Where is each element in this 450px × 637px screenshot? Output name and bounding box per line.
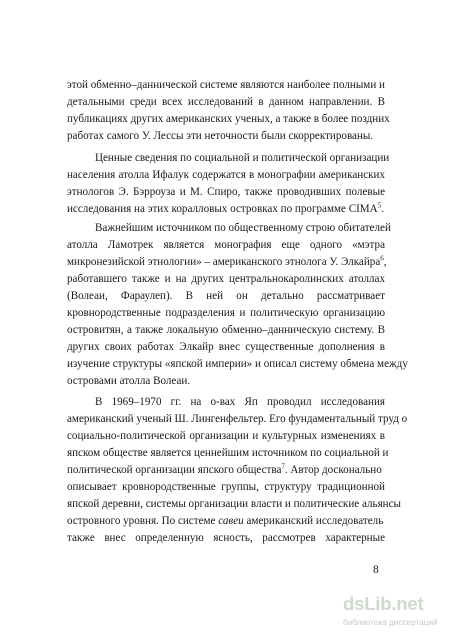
text-line: микронезийской этнологии» – американского этнолога У. Элкайра$^6$, bbox=[67, 254, 387, 268]
text-line: работах самого У. Лессы эти неточности были скорректированы. bbox=[67, 130, 374, 142]
text-fragment: американский исследователь bbox=[243, 515, 384, 527]
text-fragment: политической организации япского общества bbox=[67, 464, 282, 476]
text-line: работавшего также и на других центральнокаролинских атоллах bbox=[67, 273, 385, 285]
paragraph-1 bbox=[67, 77, 390, 145]
paragraph-3 bbox=[67, 220, 408, 390]
text-line: атолла Ламотрек является монография еще одного «мэтра bbox=[67, 239, 385, 251]
text-line: социально-политической организации и культурных изменениях в bbox=[67, 430, 385, 442]
text-line: островитян, а также локальную обменно–данническую систему. В bbox=[67, 324, 385, 336]
text-line: американский ученый Ш. Лингенфельтер. Его фундаментальный труд о bbox=[67, 413, 408, 425]
italic-term: савеи bbox=[218, 515, 244, 527]
page-number: 8 bbox=[373, 564, 379, 576]
text-line: исследования на этих коралловых островках по программе CIMA$^5$. bbox=[67, 201, 384, 215]
text-line: островами атолла Волеаи. bbox=[67, 375, 191, 387]
watermark-subtitle: библиотека диссертаций bbox=[343, 618, 438, 627]
watermark bbox=[343, 593, 447, 633]
text-line: В 1969–1970 гг. на о-вах Яп проводил исследования bbox=[95, 396, 385, 408]
text-line: япском обществе является ценнейшим источником по социальной и bbox=[67, 447, 389, 459]
text-line bbox=[67, 513, 385, 530]
text-line: публикациях других американских ученых, а также в более поздних bbox=[67, 113, 390, 125]
text-line: Ценные сведения по социальной и политической организации bbox=[95, 152, 390, 164]
text-line: изучение структуры «япской империи» и описал систему обмена между bbox=[67, 358, 408, 370]
paragraph-2 bbox=[67, 150, 390, 218]
text-fragment: исследования на этих коралловых островках по программе CIMA bbox=[67, 203, 378, 215]
text-line: населения атолла Ифалук содержатся в монографии американских bbox=[67, 169, 385, 181]
text-line: (Волеаи, Фараулеп). В ней он детально рассматривает bbox=[67, 290, 385, 302]
text-line: детальными среди всех исследований в данном направлении. В bbox=[67, 96, 385, 108]
text-line: описывает кровнородственные группы, структуру традиционной bbox=[67, 481, 385, 493]
footnote-ref: 5 bbox=[377, 201, 382, 210]
watermark-logo: dsLib.net bbox=[343, 593, 424, 614]
footnote-ref: 6 bbox=[380, 254, 384, 263]
text-fragment: островного уровня. По системе bbox=[67, 515, 216, 527]
text-line: Важнейшим источником по общественному строю обитателей bbox=[95, 222, 391, 234]
text-fragment: . Автор досконально bbox=[284, 464, 382, 476]
text-line bbox=[67, 462, 385, 479]
text-line: других своих работах Элкайр внес существенные дополнения в bbox=[67, 341, 385, 353]
paragraph-4 bbox=[67, 394, 408, 547]
footnote-ref: 7 bbox=[281, 462, 285, 471]
text-fragment: микронезийской этнологии» – американского этнолога У. Элкайра bbox=[67, 256, 381, 268]
text-line: этнологов Э. Бэрроуза и М. Спиро, также проводивших полевые bbox=[67, 186, 385, 198]
text-line: этой обменно–даннической системе являются наиболее полными и bbox=[67, 79, 385, 91]
text-line: также внес определенную ясность, рассмотрев характерные bbox=[67, 532, 385, 544]
text-line: кровнородственные подразделения и политическую организацию bbox=[67, 307, 385, 319]
text-line: япской деревни, системы организации власти и политические альянсы bbox=[67, 498, 401, 510]
